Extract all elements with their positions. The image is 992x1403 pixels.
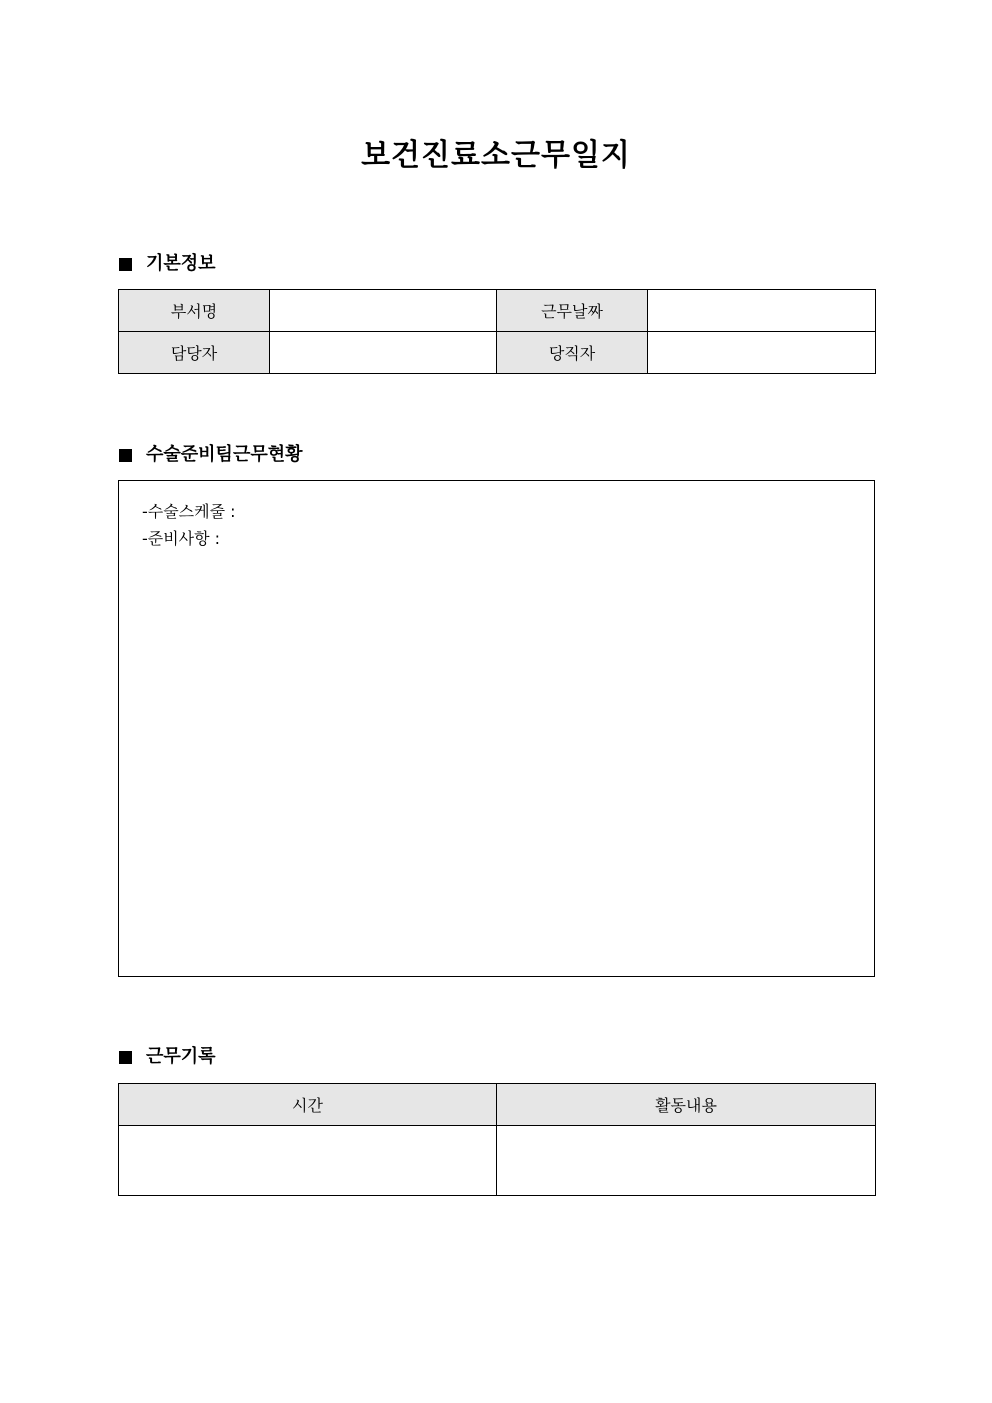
- department-field[interactable]: [270, 290, 497, 332]
- section-heading-label: 수술준비팀근무현황: [146, 444, 303, 465]
- table-row: [119, 1126, 876, 1196]
- document-title: 보건진료소근무일지: [361, 138, 631, 173]
- section-heading-label: 기본정보: [146, 253, 216, 274]
- person-in-charge-field[interactable]: [270, 332, 497, 374]
- black-square-icon: [119, 258, 132, 271]
- basic-info-table: [118, 289, 876, 374]
- section-heading-work-log: [119, 1045, 216, 1069]
- on-duty-label: 당직자: [497, 332, 648, 374]
- table-row: [119, 332, 876, 374]
- on-duty-field[interactable]: [648, 332, 876, 374]
- person-in-charge-label: 담당자: [119, 332, 270, 374]
- section-heading-basic-info: [119, 252, 216, 276]
- work-date-label: 근무날짜: [497, 290, 648, 332]
- black-square-icon: [119, 1051, 132, 1064]
- time-cell[interactable]: [119, 1126, 497, 1196]
- surgery-prep-memo-box[interactable]: [118, 480, 875, 977]
- preparation-items-line: -준비사항 :: [142, 529, 221, 548]
- column-header-activity: 활동내용: [497, 1084, 876, 1126]
- work-date-field[interactable]: [648, 290, 876, 332]
- section-heading-label: 근무기록: [146, 1046, 216, 1067]
- table-row: [119, 290, 876, 332]
- column-header-time: 시간: [119, 1084, 497, 1126]
- table-header-row: [119, 1084, 876, 1126]
- section-heading-surgery-prep: [119, 443, 303, 467]
- activity-cell[interactable]: [497, 1126, 876, 1196]
- work-log-table: [118, 1083, 876, 1196]
- surgery-schedule-line: -수술스케줄 :: [142, 502, 236, 521]
- department-label: 부서명: [119, 290, 270, 332]
- black-square-icon: [119, 449, 132, 462]
